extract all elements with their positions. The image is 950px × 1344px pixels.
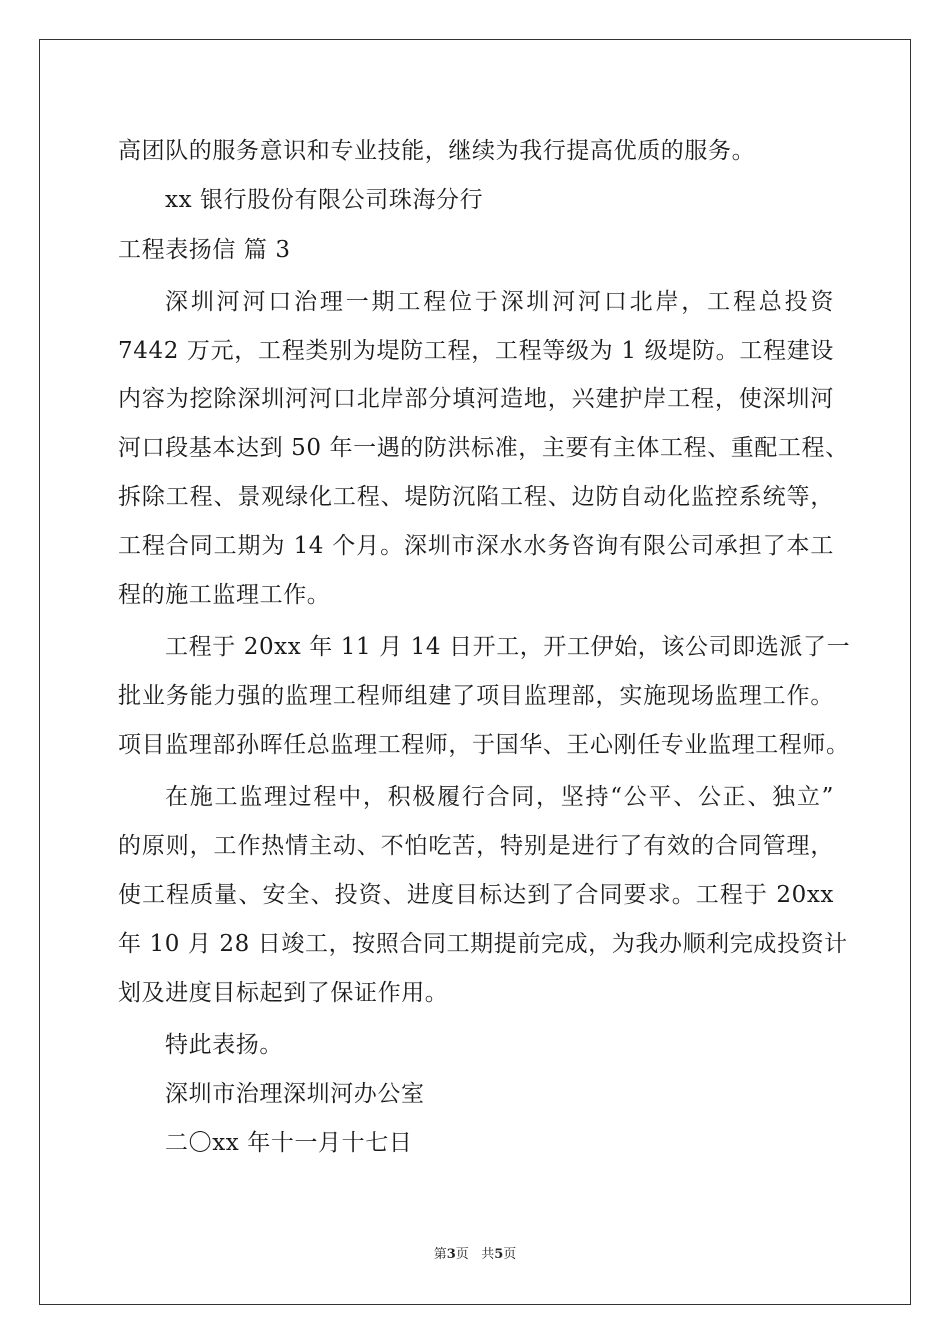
paragraph-line: 内容为挖除深圳河河口北岸部分填河造地，兴建护岸工程，使深圳河	[118, 386, 834, 412]
signature-date: 二〇xx 年十一月十七日	[165, 1130, 413, 1156]
signature-bank: xx 银行股份有限公司珠海分行	[165, 187, 484, 213]
page-label-prefix: 第	[433, 1247, 447, 1262]
page-footer	[0, 1247, 950, 1263]
paragraph-line: 拆除工程、景观绿化工程、堤防沉陷工程、边防自动化监控系统等，	[118, 484, 834, 510]
paragraph-line: 年 10 月 28 日竣工，按照合同工期提前完成，为我办顺利完成投资计	[118, 931, 848, 957]
total-label-prefix: 共	[481, 1247, 495, 1262]
paragraph-line: 河口段基本达到 50 年一遇的防洪标准，主要有主体工程、重配工程、	[118, 435, 849, 461]
paragraph-line: 工程于 20xx 年 11 月 14 日开工，开工伊始，该公司即选派了一	[165, 634, 851, 660]
page-label-suffix: 页	[455, 1247, 469, 1262]
signature-office: 深圳市治理深圳河办公室	[165, 1081, 425, 1107]
total-label-suffix: 页	[503, 1247, 517, 1262]
paragraph-line: 工程合同工期为 14 个月。深圳市深水水务咨询有限公司承担了本工	[118, 533, 834, 559]
paragraph-line: 深圳河河口治理一期工程位于深圳河河口北岸，工程总投资	[165, 289, 834, 315]
paragraph-line: 批业务能力强的监理工程师组建了项目监理部，实施现场监理工作。	[118, 683, 834, 709]
total-pages: 5	[494, 1247, 504, 1262]
page-number: 3	[446, 1247, 456, 1262]
section-heading: 工程表扬信 篇 3	[118, 237, 291, 263]
paragraph-line: 项目监理部孙晖任总监理工程师，于国华、王心刚任专业监理工程师。	[118, 732, 850, 758]
paragraph-line: 程的施工监理工作。	[118, 582, 331, 608]
paragraph-line: 在施工监理过程中，积极履行合同，坚持“公平、公正、独立”	[165, 784, 834, 810]
paragraph-line: 使工程质量、安全、投资、进度目标达到了合同要求。工程于 20xx	[118, 882, 834, 908]
paragraph-line: 划及进度目标起到了保证作用。	[118, 980, 449, 1006]
paragraph-line: 的原则，工作热情主动、不怕吃苦，特别是进行了有效的合同管理，	[118, 833, 834, 859]
closing-line: 特此表扬。	[165, 1032, 283, 1058]
paragraph-line: 7442 万元，工程类别为堤防工程，工程等级为 1 级堤防。工程建设	[118, 338, 834, 364]
page-border	[39, 39, 911, 1305]
text-line: 高团队的服务意识和专业技能，继续为我行提高优质的服务。	[118, 138, 756, 164]
